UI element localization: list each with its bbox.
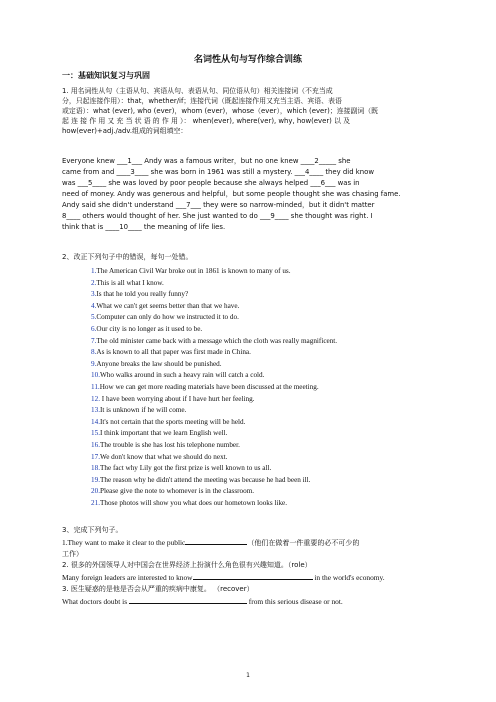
list-item: 1.The American Civil War broke out in 1861 is known to many of us. bbox=[91, 267, 291, 275]
list-item: 11.How we can get more reading materials have been discussed at the meeting. bbox=[91, 382, 319, 391]
page-number: 1 bbox=[246, 672, 250, 679]
sentence-1-cont: 工作） bbox=[62, 550, 83, 558]
intro-line: 1. 用名词性从句（主语从句、宾语从句、表语从句、同位语从句）相关连接词（不充当成 bbox=[62, 87, 333, 95]
exercise-line: 8____ others would thought of her. She just wanted to do ___9____ she thought was right. I bbox=[62, 212, 373, 220]
list-item: 4.What we can't get seems better than that we have. bbox=[91, 301, 240, 310]
exercise-line: think that is ____10____ the meaning of life lies. bbox=[62, 223, 226, 231]
exercise-line: came from and ____3____ she was born in 1961 was still a mystery. ___4____ they did know bbox=[62, 168, 374, 176]
section3-heading: 3、完成下列句子。 bbox=[62, 526, 123, 534]
intro-line: 起 连 接 作 用 又 充 当 状 语 的 作 用 ）： when(ever), where(ver), why, how(ever) 以 及 bbox=[62, 117, 351, 125]
list-item: 17.We don't know that what we should do next. bbox=[91, 452, 228, 461]
answer-blank[interactable] bbox=[185, 536, 247, 545]
list-item: 18.The fact why Lily got the first prize is well known to us all. bbox=[91, 464, 272, 473]
list-item: 14.It's not certain that the sports meeting will be held. bbox=[91, 417, 246, 426]
list-item: 2.This is all what I know. bbox=[91, 278, 164, 287]
intro-line: 或定语）：what (ever), who (ever)，whom (ever)，whose（ever），which (ever)；连接副词（既 bbox=[62, 107, 379, 115]
sentence-1: 1.They want to make it clear to the public （他们在做着一件重要的必不可少的 bbox=[62, 538, 360, 547]
list-item: 5.Computer can only do how we instructed it to do. bbox=[91, 313, 239, 322]
list-item: 10.Who walks around in such a heavy rain will catch a cold. bbox=[91, 371, 265, 380]
section3 bbox=[62, 525, 434, 608]
sentence-3: What doctors doubt is from this serious disease or not. bbox=[62, 597, 343, 606]
page-title: 名词性从句与写作综合训练 bbox=[193, 55, 302, 65]
intro-line: 分，只起连接作用）：that，whether/if；连接代词（既起连接作用又充当主语、宾语、表语 bbox=[62, 97, 342, 105]
answer-blank[interactable] bbox=[129, 595, 247, 604]
list-item: 8.As is known to all that paper was first made in China. bbox=[91, 348, 251, 357]
sentence-3-prompt: 3. 医生疑惑的是他是否会从严重的疾病中康复。 （recover） bbox=[62, 585, 254, 593]
list-item: 19.The reason why he didn't attend the meeting was because he had been ill. bbox=[91, 475, 311, 484]
section2-heading: 2、改正下列句子中的错误，每句一处错。 bbox=[62, 253, 193, 261]
list-item: 21.Those photos will show you what does our hometown looks like. bbox=[91, 498, 288, 507]
list-item: 12. I have been worrying about if I have hurt her feeling. bbox=[91, 394, 255, 403]
list-item: 7.The old minister came back with a message which the cloth was really magnificent. bbox=[91, 336, 338, 345]
list-item: 9.Anyone breaks the law should be punished. bbox=[91, 359, 222, 368]
cloze-exercise bbox=[62, 156, 434, 233]
list-item: 13.It is unknown if he will come. bbox=[91, 406, 187, 415]
intro-paragraph bbox=[62, 86, 434, 136]
exercise-line: Andy said she didn't understand ___7___ they were so narrow-minded，but it didn't matter bbox=[62, 201, 375, 209]
exercise-line: Everyone knew ___1___ Andy was a famous writer，but no one knew ____2_____ she bbox=[62, 157, 351, 165]
sentence-2: Many foreign leaders are interested to know in the world's economy. bbox=[62, 573, 385, 582]
sentence-2-prompt: 2. 很多的外国领导人对中国会在世界经济上扮演什么角色很有兴趣知道。（role） bbox=[62, 561, 312, 569]
list-item: 3.Is that he told you really funny? bbox=[91, 290, 189, 299]
list-item: 16.The trouble is she has lost his telephone number. bbox=[91, 440, 240, 449]
list-item: 6.Our city is no longer as it used to be. bbox=[91, 324, 203, 333]
intro-line: how(ever)+adj./adv.组成的词组填空： bbox=[62, 127, 188, 135]
list-item: 20.Please give the note to whomever is in the classroom. bbox=[91, 487, 255, 496]
correction-list bbox=[91, 266, 441, 509]
exercise-line: was ___5____ she was loved by poor people because she always helped ___6___ was in bbox=[62, 179, 360, 187]
exercise-line: need of money. Andy was generous and helpful，but some people thought she was chasing fame. bbox=[62, 190, 401, 198]
answer-blank[interactable] bbox=[193, 571, 313, 580]
list-item: 15.I think important that we learn English well. bbox=[91, 429, 228, 438]
section1-heading: 一：基础知识复习与巩固 bbox=[62, 71, 150, 80]
